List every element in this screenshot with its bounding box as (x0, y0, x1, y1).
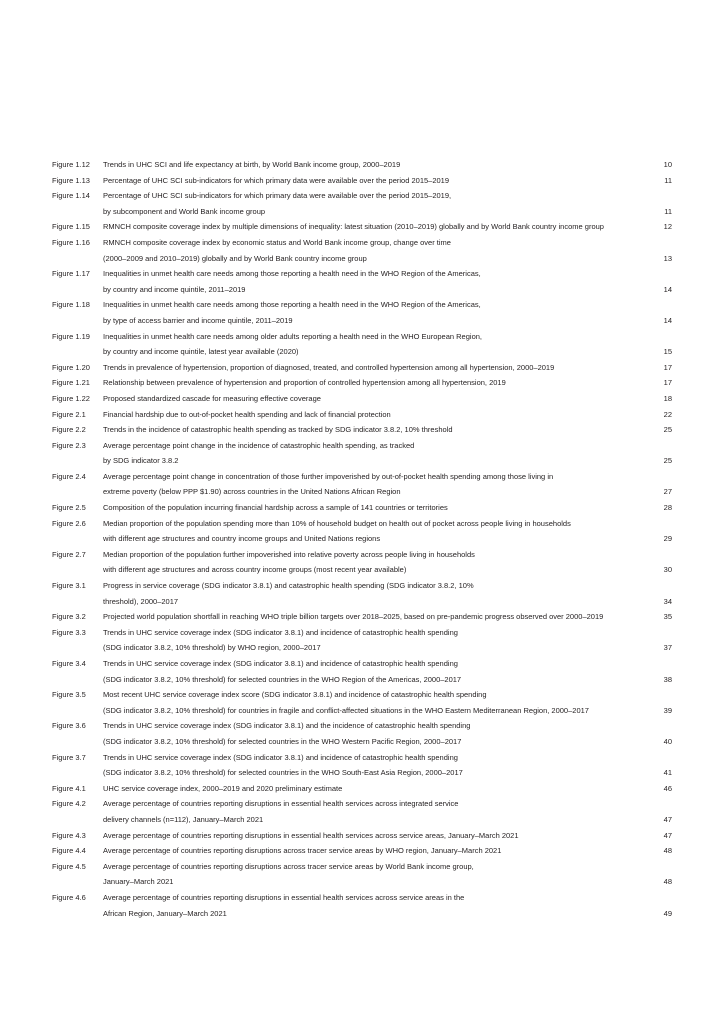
figure-number: Figure 1.12 (52, 160, 90, 169)
figure-caption (103, 438, 642, 469)
figure-number: Figure 2.6 (52, 518, 86, 528)
figure-caption (103, 796, 642, 827)
caption-line: Projected world population shortfall in reaching WHO triple billion targets over 2018–2025, based on pre-pandemic progress observed over 2000–2019 (103, 612, 604, 622)
figure-number: Figure 3.6 (52, 721, 86, 731)
figure-number: Figure 2.5 (52, 503, 86, 513)
figure-number: Figure 2.1 (52, 409, 86, 419)
caption-line: Average percentage of countries reporting disruptions in essential health services across integrated service (103, 799, 459, 809)
figure-number: Figure 3.4 (52, 659, 86, 668)
figure-caption (103, 718, 642, 749)
figure-number: Figure 4.1 (52, 783, 86, 793)
page-number: 46 (663, 783, 672, 793)
toc-entry (52, 219, 672, 235)
page-number: 48 (663, 846, 672, 856)
caption-line: by SDG indicator 3.8.2 (103, 456, 179, 466)
figure-caption (103, 297, 642, 328)
caption-line: Average percentage of countries reporting disruptions across tracer service areas by WHO region, January–March 2021 (103, 846, 502, 856)
page-number: 37 (663, 643, 672, 653)
toc-entry (52, 516, 672, 547)
figure-caption (103, 516, 642, 547)
figure-number: Figure 1.18 (52, 300, 90, 310)
figure-caption (103, 266, 642, 297)
caption-line: Progress in service coverage (SDG indicator 3.8.1) and catastrophic health spending (SDG indicator 3.8.2, 10% (103, 581, 474, 591)
toc-entry (52, 329, 672, 360)
caption-line: Composition of the population incurring financial hardship across a sample of 141 countries or territories (103, 503, 448, 513)
toc-entry (52, 750, 672, 781)
caption-line: Average percentage of countries reporting disruptions in essential health services across service areas in the (103, 892, 465, 902)
page-number: 15 (663, 347, 672, 357)
caption-line: (SDG indicator 3.8.2, 10% threshold) by WHO region, 2000–2017 (103, 643, 321, 653)
page-number: 47 (663, 830, 672, 840)
toc-entry (52, 500, 672, 516)
toc-entry (52, 422, 672, 438)
page-number: 30 (663, 565, 672, 575)
toc-entry (52, 843, 672, 859)
page-number: 13 (663, 253, 672, 263)
caption-line: by country and income quintile, latest year available (2020) (103, 347, 299, 357)
figure-number: Figure 1.19 (52, 331, 90, 341)
caption-line: Trends in prevalence of hypertension, proportion of diagnosed, treated, and controlled hypertension among all hypertension, 2000–2019 (103, 362, 555, 372)
figure-number: Figure 1.17 (52, 269, 90, 279)
toc-entry (52, 157, 672, 173)
figure-caption (103, 188, 642, 219)
toc-entry (52, 890, 672, 921)
page-number: 17 (663, 362, 672, 372)
toc-entry (52, 578, 672, 609)
caption-line: by type of access barrier and income quintile, 2011–2019 (103, 315, 293, 325)
figure-caption (103, 859, 642, 890)
caption-line: (SDG indicator 3.8.2, 10% threshold) for selected countries in the WHO South-East Asia Region, 2000–2017 (103, 768, 463, 778)
caption-line: extreme poverty (below PPP $1.90) across countries in the United Nations African Region (103, 487, 401, 497)
caption-line: Average percentage point change in the incidence of catastrophic health spending, as tracked (103, 440, 415, 450)
caption-line: Trends in UHC service coverage index (SDG indicator 3.8.1) and incidence of catastrophic health spending (103, 627, 458, 637)
figure-caption (103, 329, 642, 360)
figure-caption (103, 235, 642, 266)
page-number: 34 (663, 596, 672, 606)
caption-line: (SDG indicator 3.8.2, 10% threshold) for selected countries in the WHO Western Pacific Region, 2000–2017 (103, 736, 462, 746)
toc-entry (52, 375, 672, 391)
caption-line: RMNCH composite coverage index by multiple dimensions of inequality: latest situation (2010–2019) globally and by World Bank country income group (103, 222, 604, 232)
caption-line: Inequalities in unmet health care needs among those reporting a health need in the WHO Region of the Americas, (103, 269, 481, 279)
caption-line: Most recent UHC service coverage index score (SDG indicator 3.8.1) and incidence of catastrophic health spending (103, 690, 487, 700)
caption-line: Trends in UHC SCI and life expectancy at birth, by World Bank income group, 2000–2019 (103, 160, 401, 169)
figure-caption (103, 750, 642, 781)
caption-line: (SDG indicator 3.8.2, 10% threshold) for countries in fragile and conflict-affected situations in the WHO Eastern Mediterranean Region, 2000–2017 (103, 705, 589, 715)
toc-entry (52, 407, 672, 423)
figure-caption (103, 547, 642, 578)
caption-line: by subcomponent and World Bank income group (103, 206, 266, 216)
toc-entry (52, 718, 672, 749)
page-number: 25 (663, 425, 672, 435)
figure-caption (103, 843, 642, 859)
toc-entry (52, 796, 672, 827)
caption-line: Percentage of UHC SCI sub-indicators for which primary data were available over the period 2015–2019 (103, 175, 450, 185)
figure-number: Figure 1.16 (52, 237, 90, 247)
page-number: 28 (663, 503, 672, 513)
page-number: 18 (663, 393, 672, 403)
page-number: 12 (663, 222, 672, 232)
caption-line: Proposed standardized cascade for measuring effective coverage (103, 393, 321, 403)
figure-number: Figure 1.14 (52, 191, 90, 201)
list-of-figures (52, 157, 672, 921)
figure-caption (103, 407, 642, 423)
toc-entry (52, 547, 672, 578)
page-number: 29 (663, 534, 672, 544)
figure-caption (103, 609, 642, 625)
figure-number: Figure 4.6 (52, 892, 86, 902)
caption-line: Trends in UHC service coverage index (SDG indicator 3.8.1) and incidence of catastrophic health spending (103, 752, 458, 762)
page-number: 35 (663, 612, 672, 622)
caption-line: (SDG indicator 3.8.2, 10% threshold) for selected countries in the WHO Region of the Americas, 2000–2017 (103, 674, 462, 684)
figure-number: Figure 3.3 (52, 627, 86, 637)
caption-line: Inequalities in unmet health care needs among older adults reporting a health need in the WHO European Region, (103, 331, 482, 341)
toc-entry (52, 173, 672, 189)
figure-number: Figure 2.2 (52, 425, 86, 435)
page-number: 10 (663, 160, 672, 169)
figure-caption (103, 422, 642, 438)
figure-caption (103, 890, 642, 921)
figure-caption (103, 360, 642, 376)
caption-line: Median proportion of the population spending more than 10% of household budget on health out of pocket across people living in households (103, 518, 571, 528)
figure-number: Figure 4.2 (52, 799, 86, 809)
figure-number: Figure 1.20 (52, 362, 90, 372)
page-number: 41 (663, 768, 672, 778)
figure-number: Figure 2.3 (52, 440, 86, 450)
caption-line: Inequalities in unmet health care needs among those reporting a health need in the WHO Region of the Americas, (103, 300, 481, 310)
caption-line: by country and income quintile, 2011–2019 (103, 284, 246, 294)
toc-entry (52, 266, 672, 297)
caption-line: delivery channels (n=112), January–March 2021 (103, 814, 264, 824)
toc-entry (52, 859, 672, 890)
page-number: 49 (663, 908, 672, 918)
toc-entry (52, 781, 672, 797)
figure-number: Figure 1.15 (52, 222, 90, 232)
figure-number: Figure 1.22 (52, 393, 90, 403)
figure-caption (103, 391, 642, 407)
figure-caption (103, 687, 642, 718)
page-number: 27 (663, 487, 672, 497)
caption-line: January–March 2021 (103, 877, 174, 887)
caption-line: Trends in the incidence of catastrophic health spending as tracked by SDG indicator 3.8.2, 10% threshold (103, 425, 453, 435)
figure-number: Figure 1.13 (52, 175, 90, 185)
page-number: 17 (663, 378, 672, 388)
toc-entry (52, 625, 672, 656)
caption-line: Average percentage point change in concentration of those further impoverished by out-of-pocket health spending among those living in (103, 471, 554, 481)
caption-line: African Region, January–March 2021 (103, 908, 227, 918)
figure-number: Figure 3.5 (52, 690, 86, 700)
caption-line: RMNCH composite coverage index by economic status and World Bank income group, change over time (103, 237, 451, 247)
toc-entry (52, 438, 672, 469)
toc-entry (52, 391, 672, 407)
page-number: 38 (663, 674, 672, 684)
page-number: 14 (663, 284, 672, 294)
caption-line: Relationship between prevalence of hypertension and proportion of controlled hypertension among all hypertension, 2019 (103, 378, 506, 388)
figure-caption (103, 828, 642, 844)
page-number: 14 (663, 315, 672, 325)
figure-number: Figure 4.4 (52, 846, 86, 856)
figure-caption (103, 219, 642, 235)
figure-number: Figure 3.7 (52, 752, 86, 762)
page-number: 40 (663, 736, 672, 746)
toc-entry (52, 469, 672, 500)
toc-entry (52, 687, 672, 718)
caption-line: Average percentage of countries reporting disruptions in essential health services across service areas, January–March 2021 (103, 830, 519, 840)
figure-caption (103, 656, 642, 687)
toc-entry (52, 297, 672, 328)
figure-number: Figure 2.4 (52, 471, 86, 481)
figure-number: Figure 4.5 (52, 861, 86, 871)
figure-number: Figure 2.7 (52, 549, 86, 559)
caption-line: Average percentage of countries reporting disruptions across tracer service areas by World Bank income group, (103, 861, 474, 871)
caption-line: (2000–2009 and 2010–2019) globally and by World Bank country income group (103, 253, 367, 263)
page-number: 25 (663, 456, 672, 466)
page-number: 48 (663, 877, 672, 887)
caption-line: UHC service coverage index, 2000–2019 and 2020 preliminary estimate (103, 783, 343, 793)
page-number: 11 (664, 175, 672, 185)
figure-number: Figure 1.21 (52, 378, 90, 388)
toc-entry (52, 828, 672, 844)
toc-entry (52, 360, 672, 376)
figure-caption (103, 625, 642, 656)
figure-caption (103, 375, 642, 391)
toc-entry (52, 656, 672, 687)
toc-entry (52, 609, 672, 625)
figure-caption (103, 781, 642, 797)
page-number: 47 (663, 814, 672, 824)
figure-caption (103, 469, 642, 500)
figure-caption (103, 157, 642, 173)
figure-caption (103, 173, 642, 189)
figure-number: Figure 4.3 (52, 830, 86, 840)
figure-number: Figure 3.2 (52, 612, 86, 622)
caption-line: with different age structures and country income groups and United Nations regions (103, 534, 381, 544)
toc-entry (52, 235, 672, 266)
caption-line: threshold), 2000–2017 (103, 596, 179, 606)
caption-line: Percentage of UHC SCI sub-indicators for which primary data were available over the period 2015–2019, (103, 191, 452, 201)
figure-caption (103, 578, 642, 609)
caption-line: Trends in UHC service coverage index (SDG indicator 3.8.1) and the incidence of catastrophic health spending (103, 721, 471, 731)
caption-line: with different age structures and across country income groups (most recent year available) (103, 565, 407, 575)
caption-line: Financial hardship due to out-of-pocket health spending and lack of financial protection (103, 409, 391, 419)
page-number: 39 (663, 705, 672, 715)
caption-line: Median proportion of the population further impoverished into relative poverty across people living in households (103, 549, 475, 559)
toc-entry (52, 188, 672, 219)
figure-number: Figure 3.1 (52, 581, 86, 591)
page-number: 11 (664, 206, 672, 216)
figure-caption (103, 500, 642, 516)
page-number: 22 (663, 409, 672, 419)
caption-line: Trends in UHC service coverage index (SDG indicator 3.8.1) and incidence of catastrophic health spending (103, 659, 458, 668)
